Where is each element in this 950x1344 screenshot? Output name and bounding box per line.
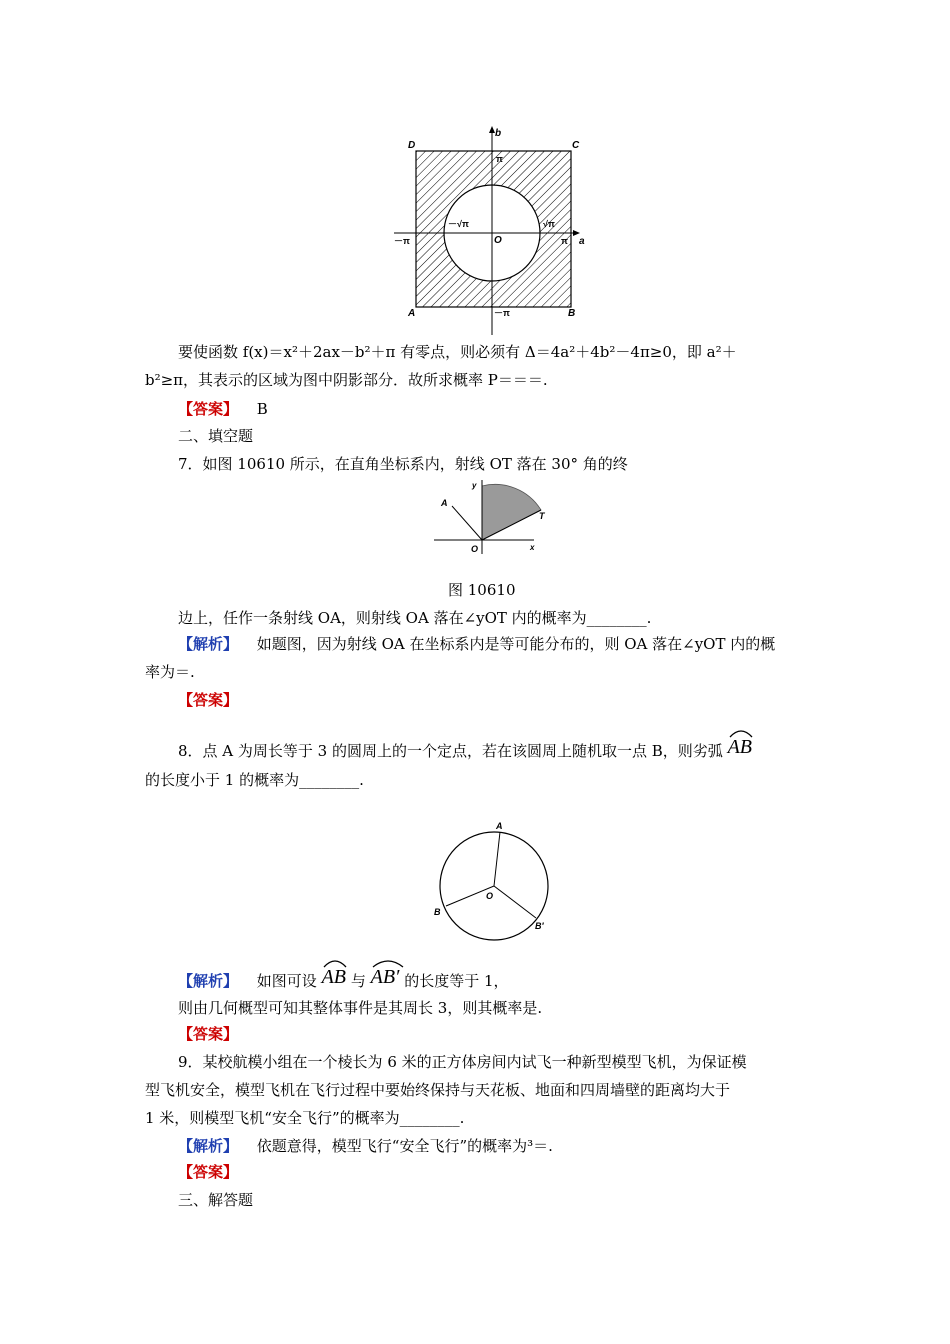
label-O: O [486, 891, 494, 901]
label-D: D [408, 140, 416, 151]
q9-analysis [178, 1136, 553, 1156]
q8-analysis-post: 的长度等于 1， [404, 972, 509, 990]
section-solutions: 三、解答题 [178, 1191, 254, 1209]
label-A: A [496, 821, 503, 831]
label-neg-pi-bottom: －π [494, 308, 510, 318]
q8-answer-tag [178, 1024, 238, 1044]
answer-tag: 【答案】 [178, 1163, 239, 1181]
q8-stem-line1 [178, 736, 753, 761]
label-B: B [568, 308, 576, 319]
figure-10610 [430, 478, 550, 556]
sector-yOT [482, 484, 541, 540]
q7-analysis-line1 [178, 634, 775, 654]
analysis-tag: 【解析】 [178, 1137, 239, 1155]
ray-OA [452, 506, 482, 540]
answer-tag: 【答案】 [178, 1025, 239, 1043]
answer-tag: 【答案】 [178, 400, 239, 418]
label-O: O [471, 544, 479, 554]
arc-label: AB [727, 736, 753, 758]
arc-mark-icon [728, 728, 754, 738]
q6-answer: B [256, 400, 268, 418]
q9-stem-line1: 9．某校航模小组在一个棱长为 6 米的正方体房间内试飞一种新型模型飞机，为保证模 [178, 1053, 747, 1071]
arc-mark-icon [371, 958, 405, 968]
label-A: A [408, 308, 416, 319]
label-sqrt-pi: √π [543, 219, 555, 229]
label-Bprime: B′ [535, 921, 544, 931]
q8-stem-text: 8．点 A 为周长等于 3 的圆周上的一个定点，若在该圆周上随机取一点 B，则劣弧 [178, 742, 723, 760]
q8-analysis-line1 [178, 966, 509, 991]
label-C: C [572, 140, 580, 151]
label-T: T [539, 511, 545, 521]
q8-analysis-mid: 与 [350, 972, 366, 990]
q8-stem-line2: 的长度小于 1 的概率为________. [145, 771, 364, 789]
q9-answer-tag [178, 1162, 238, 1182]
label-B: B [434, 907, 441, 917]
q7-analysis-text: 如题图，因为射线 OA 在坐标系内是等可能分布的，则 OA 落在∠yOT 内的概 [256, 635, 776, 653]
section-fill-in: 二、填空题 [178, 427, 254, 445]
label-A: A [441, 498, 448, 508]
figure-circle-ABB [425, 815, 565, 945]
q6-solution-line1: 要使函数 f(x)＝x²＋2ax－b²＋π 有零点，则必须有 Δ＝4a²＋4b²－4π≥0，即 a²＋ [178, 343, 737, 361]
label-neg-pi-left: －π [394, 236, 410, 246]
q9-stem-line3: 1 米，则模型飞机“安全飞行”的概率为________. [145, 1109, 465, 1127]
q7-stem-continued: 边上，任作一条射线 OA，则射线 OA 落在∠yOT 内的概率为________. [178, 609, 652, 627]
label-pi-top: π [496, 154, 503, 164]
q7-answer-tag [178, 690, 238, 710]
label-pi-right: π [561, 236, 568, 246]
label-a: a [579, 236, 585, 247]
arc-mark-icon [322, 958, 348, 968]
q8-analysis-line2: 则由几何概型可知其整体事件是其周长 3，则其概率是. [178, 999, 543, 1017]
analysis-tag: 【解析】 [178, 635, 239, 653]
label-neg-sqrt-pi: －√π [448, 219, 469, 229]
analysis-tag: 【解析】 [178, 972, 239, 990]
arc-label: AB [321, 966, 347, 988]
q9-analysis-text: 依题意得，模型飞行“安全飞行”的概率为³＝. [256, 1137, 553, 1155]
q6-answer-row [178, 399, 268, 419]
q8-analysis-pre: 如图可设 [256, 972, 317, 990]
label-b: b [495, 128, 502, 139]
figure-caption: 图 10610 [448, 581, 516, 599]
q7-analysis-line2: 率为＝. [145, 663, 195, 681]
answer-tag: 【答案】 [178, 691, 239, 709]
q9-stem-line2: 型飞机安全，模型飞机在飞行过程中要始终保持与天花板、地面和四周墙壁的距离均大于 [145, 1081, 731, 1099]
arc-label: AB′ [370, 966, 400, 988]
q6-solution-line2: b²≥π，其表示的区域为图中阴影部分．故所求概率 P＝＝＝. [145, 371, 548, 389]
arc-AB [322, 967, 346, 987]
label-y: y [472, 481, 477, 490]
q7-stem: 7．如图 10610 所示，在直角坐标系内，射线 OT 落在 30° 角的终 [178, 455, 628, 473]
label-x: x [530, 543, 535, 552]
label-O: O [494, 235, 502, 246]
arc-AB [728, 737, 752, 757]
figure-square-circle [380, 120, 600, 340]
arc-ABprime [371, 967, 400, 987]
